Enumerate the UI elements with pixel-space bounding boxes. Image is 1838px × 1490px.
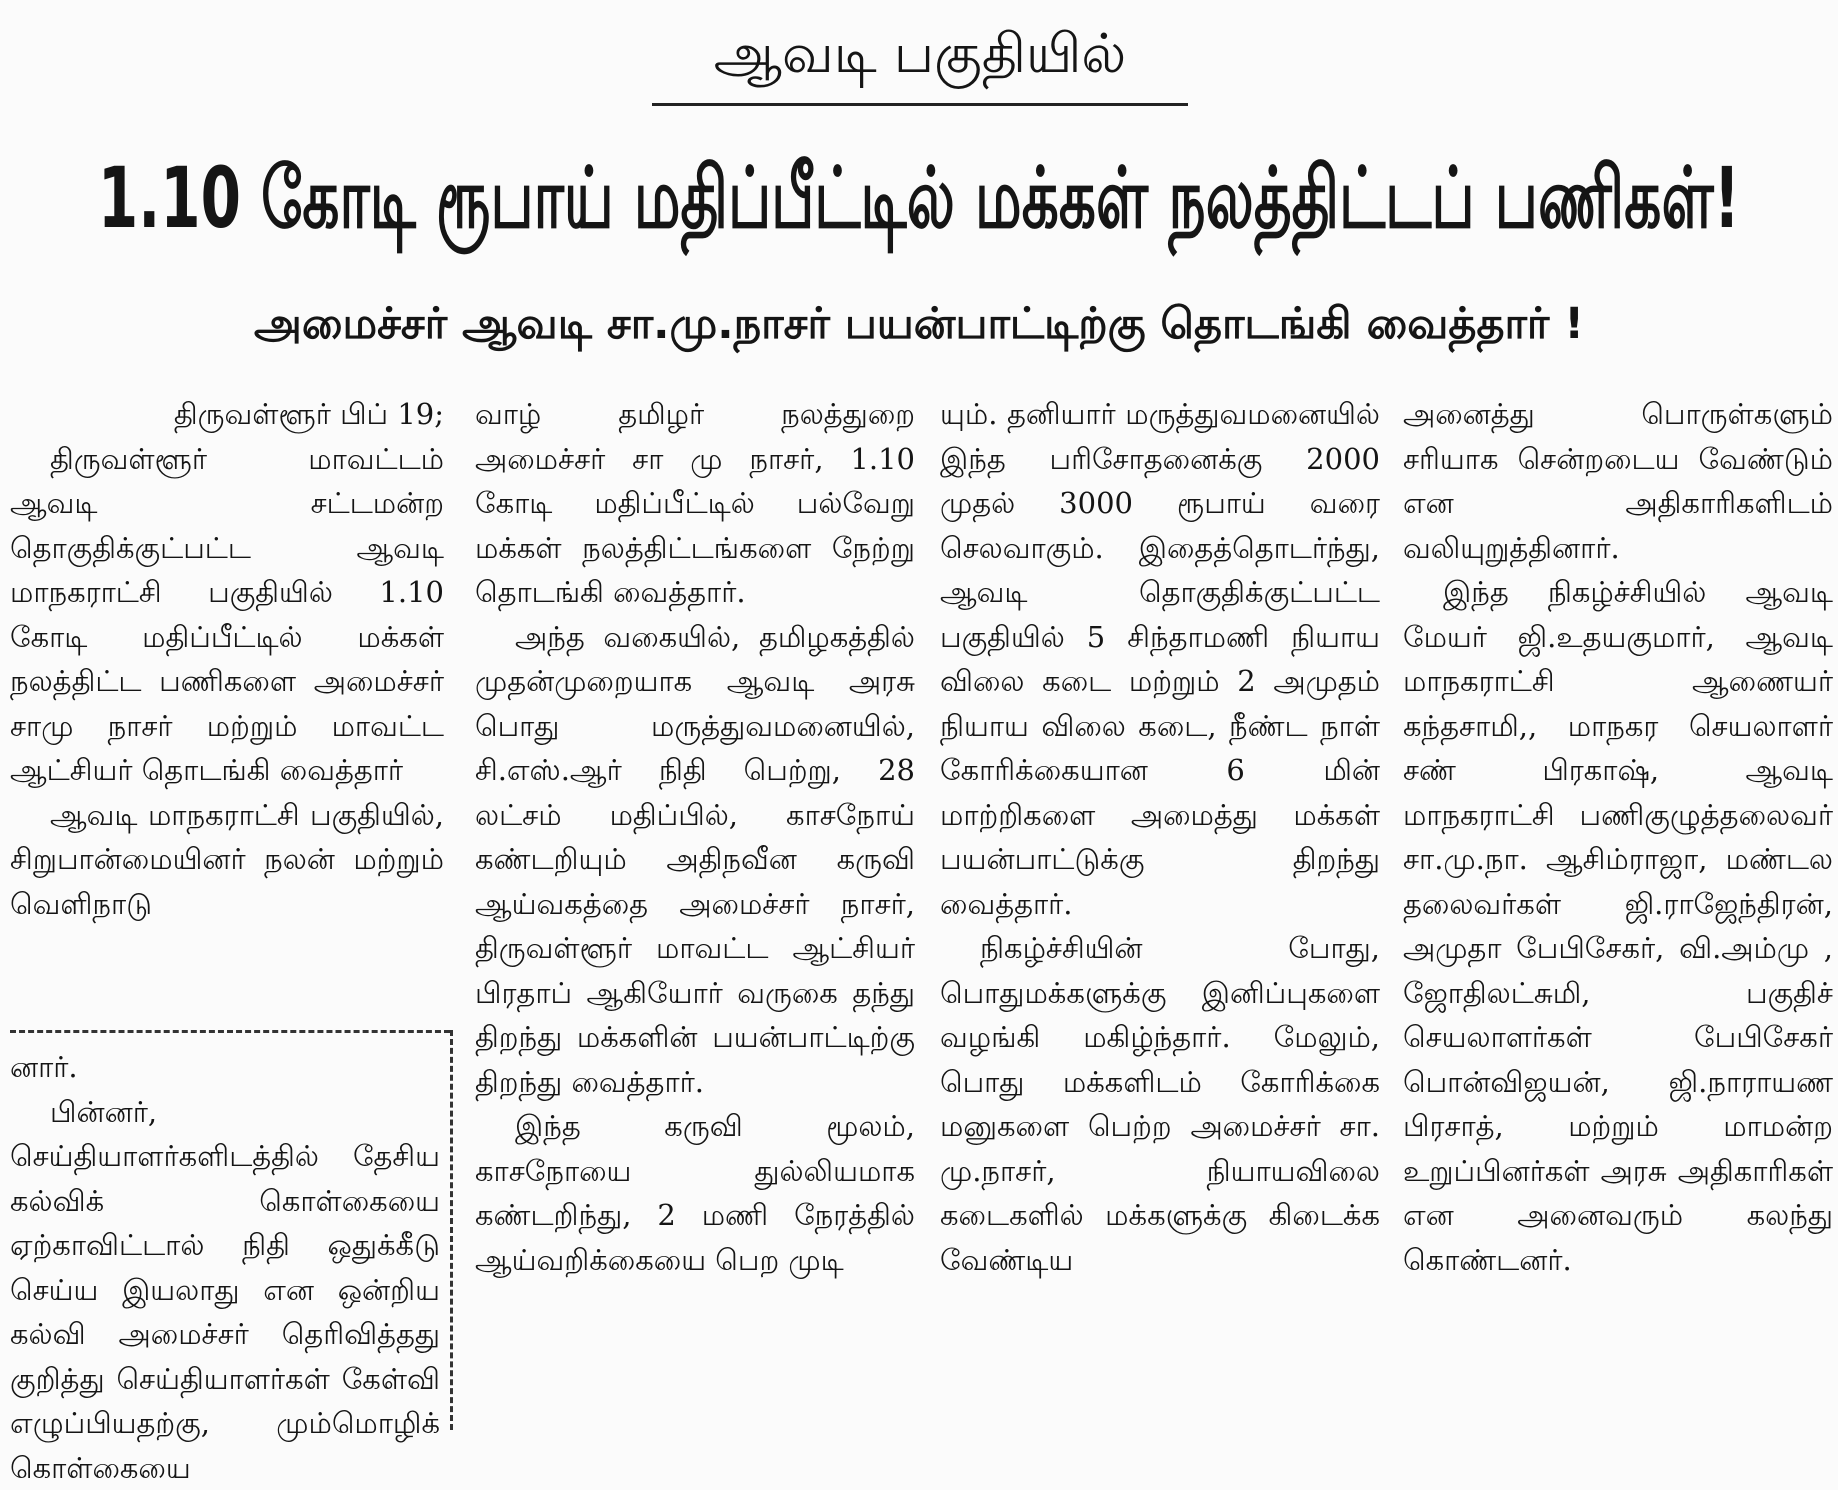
- paragraph: யும். தனியார் மருத்துவமனையில் இந்த பரிசோதனைக்கு 2000 முதல் 3000 ரூபாய் வரை செலவாகும். இதைத்தொடர்ந்து, ஆவடி தொகுதிக்குட்பட்ட பகுதியில் 5 சிந்தாமணி நியாய விலை கடை மற்றும் 2 அமுதம் நியாய விலை கடை, நீண்ட நாள் கோரிக்கையான 6 மின் மாற்றிகளை அமைத்து மக்கள் பயன்பாட்டுக்கு திறந்து வைத்தார்.: [940, 392, 1380, 926]
- column-1-continuation: [10, 1045, 440, 1490]
- column-1: [10, 392, 444, 926]
- paragraph: அனைத்து பொருள்களும் சரியாக சென்றடைய வேண்டும் என அதிகாரிகளிடம் வலியுறுத்தினார்.: [1403, 392, 1833, 570]
- paragraph: னார்.: [10, 1045, 440, 1090]
- kicker-underline: [652, 103, 1188, 106]
- paragraph: திருவள்ளூர் மாவட்டம் ஆவடி சட்டமன்ற தொகுதிக்குட்பட்ட ஆவடி மாநகராட்சி பகுதியில் 1.10 கோடி மதிப்பீட்டில் மக்கள் நலத்திட்ட பணிகளை அமைச்சர் சாமு நாசர் மற்றும் மாவட்ட ஆட்சியர் தொடங்கி வைத்தார்: [10, 437, 444, 793]
- paragraph: நிகழ்ச்சியின் போது, பொதுமக்களுக்கு இனிப்புகளை வழங்கி மகிழ்ந்தார். மேலும், பொது மக்களிடம் கோரிக்கை மனுகளை பெற்ற அமைச்சர் சா. மு.நாசர், நியாயவிலை கடைகளில் மக்களுக்கு கிடைக்க வேண்டிய: [940, 926, 1380, 1282]
- continuation-divider: [10, 1030, 450, 1033]
- column-3: [940, 392, 1380, 1282]
- subheadline: அமைச்சர் ஆவடி சா.மு.நாசர் பயன்பாட்டிற்கு தொடங்கி வைத்தார் !: [0, 288, 1838, 360]
- paragraph: ஆவடி மாநகராட்சி பகுதியில், சிறுபான்மையினர் நலன் மற்றும் வெளிநாடு: [10, 793, 444, 927]
- column-divider: [450, 1030, 453, 1430]
- dateline: திருவள்ளூர் பிப் 19;: [10, 392, 444, 437]
- headline: 1.10 கோடி ரூபாய் மதிப்பீட்டில் மக்கள் நலத்திட்டப் பணிகள்!: [0, 111, 1838, 285]
- kicker-title: ஆவடி பகுதியில்: [640, 10, 1200, 106]
- paragraph: பின்னர், செய்தியாளர்களிடத்தில் தேசிய கல்விக் கொள்கையை ஏற்காவிட்டால் நிதி ஒதுக்கீடு செய்ய இயலாது என ஒன்றிய கல்வி அமைச்சர் தெரிவித்தது குறித்து செய்தியாளர்கள் கேள்வி எழுப்பியதற்கு, மும்மொழிக் கொள்கையை: [10, 1090, 440, 1490]
- paragraph: இந்த நிகழ்ச்சியில் ஆவடி மேயர் ஜி.உதயகுமார், ஆவடி மாநகராட்சி ஆணையர் கந்தசாமி,, மாநகர செயலாளர் சண் பிரகாஷ், ஆவடி மாநகராட்சி பணிகுழுத்தலைவர் சா.மு.நா. ஆசிம்ராஜா, மண்டல தலைவர்கள் ஜி.ராஜேந்திரன், அமுதா பேபிசேகர், வி.அம்மு , ஜோதிலட்சுமி, பகுதிச் செயலாளர்கள் பேபிசேகர் பொன்விஜயன், ஜி.நாராயண பிரசாத், மற்றும் மாமன்ற உறுப்பினர்கள் அரசு அதிகாரிகள் என அனைவரும் கலந்து கொண்டனர்.: [1403, 570, 1833, 1282]
- paragraph: அந்த வகையில், தமிழகத்தில் முதன்முறையாக ஆவடி அரசு பொது மருத்துவமனையில், சி.எஸ்.ஆர் நிதி பெற்று, 28 லட்சம் மதிப்பில், காசநோய் கண்டறியும் அதிநவீன கருவி ஆய்வகத்தை அமைச்சர் நாசர், திருவள்ளூர் மாவட்ட ஆட்சியர் பிரதாப் ஆகியோர் வருகை தந்து திறந்து மக்களின் பயன்பாட்டிற்கு திறந்து வைத்தார்.: [475, 615, 915, 1105]
- paragraph: வாழ் தமிழர் நலத்துறை அமைச்சர் சா மு நாசர், 1.10 கோடி மதிப்பீட்டில் பல்வேறு மக்கள் நலத்திட்டங்களை நேற்று தொடங்கி வைத்தார்.: [475, 392, 915, 615]
- column-2: [475, 392, 915, 1282]
- column-4: [1403, 392, 1833, 1282]
- paragraph: இந்த கருவி மூலம், காசநோயை துல்லியமாக கண்டறிந்து, 2 மணி நேரத்தில் ஆய்வறிக்கையை பெற முடி: [475, 1104, 915, 1282]
